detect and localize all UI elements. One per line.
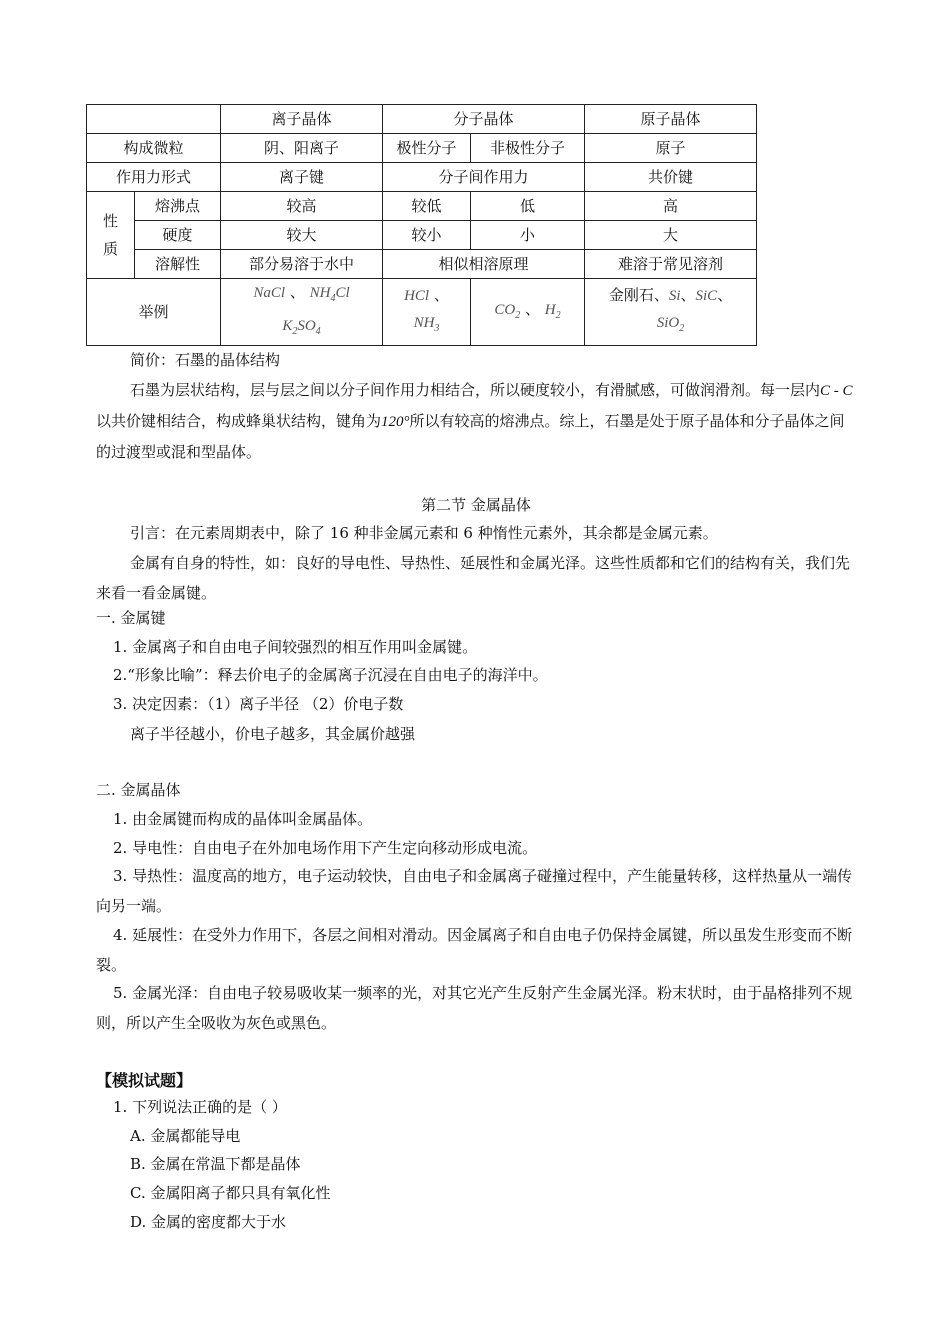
separator: 、 — [717, 286, 733, 304]
example-nonpolar — [471, 279, 585, 346]
table-row — [87, 250, 757, 279]
table-cell: 低 — [471, 192, 585, 221]
example-polar — [383, 279, 471, 346]
list-item: 1. 金属离子和自由电子间较强烈的相互作用叫金属键。 — [113, 638, 478, 656]
separator: 、 — [525, 299, 541, 318]
table-cell: 大 — [585, 221, 757, 250]
list-item: 5. 金属光泽：自由电子较易吸收某一频率的光，对其它光产生反射产生金属光泽。粉末状时，由于晶格排列不规则，所以产生全吸收为灰色或黑色。 — [96, 984, 853, 1032]
quiz-option: C. 金属阳离子都只具有氧化性 — [130, 1184, 331, 1202]
group-label-char: 质 — [102, 240, 118, 258]
properties-group-label — [87, 192, 135, 279]
table-header-atomic: 原子晶体 — [585, 105, 757, 134]
table-cell: 相似相溶原理 — [383, 250, 585, 279]
table-cell: 分子间作用力 — [383, 163, 585, 192]
row-label: 举例 — [87, 279, 221, 346]
graphite-intro: 简价：石墨的晶体结构 — [130, 351, 281, 369]
list-item: 2. 导电性：自由电子在外加电场作用下产生定向移动形成电流。 — [113, 839, 538, 857]
formula: SiC — [695, 288, 718, 304]
separator: 、 — [680, 286, 696, 304]
bond-note: 离子半径越小，价电子越多，其金属价越强 — [130, 725, 416, 743]
row-label: 构成微粒 — [87, 134, 221, 163]
formula: $NH_3$ — [413, 315, 440, 334]
quiz-question: 1. 下列说法正确的是（ ） — [113, 1098, 287, 1116]
row-label: 溶解性 — [135, 250, 221, 279]
crystal-comparison-table — [86, 104, 757, 346]
table-cell: 小 — [471, 221, 585, 250]
table-cell: 离子键 — [221, 163, 383, 192]
table-row-examples — [87, 279, 757, 346]
bond-angle: 120° — [381, 414, 410, 430]
metal-bond-heading: 一. 金属键 — [96, 609, 166, 627]
example-ionic — [221, 279, 383, 346]
row-label: 作用力形式 — [87, 163, 221, 192]
table-cell — [87, 105, 221, 134]
bond-notation: C - C — [820, 383, 853, 399]
formula: HCl — [404, 288, 430, 304]
quiz-option: A. 金属都能导电 — [130, 1127, 241, 1145]
separator: 、 — [433, 286, 449, 304]
table-row — [87, 163, 757, 192]
separator: 、 — [289, 283, 305, 301]
table-header-ionic: 离子晶体 — [221, 105, 383, 134]
table-cell: 较大 — [221, 221, 383, 250]
table-header-molecular: 分子晶体 — [383, 105, 585, 134]
table-cell: 难溶于常见溶剂 — [585, 250, 757, 279]
section-title: 第二节 金属晶体 — [421, 496, 531, 514]
quiz-heading: 【模拟试题】 — [96, 1071, 193, 1090]
table-cell: 非极性分子 — [471, 134, 585, 163]
formula: $H_2$ — [544, 301, 561, 321]
list-item: 1. 由金属键而构成的晶体叫金属晶体。 — [113, 810, 373, 828]
example-text: 金刚石、 — [608, 286, 669, 304]
row-label: 硬度 — [135, 221, 221, 250]
list-item: 4. 延展性：在受外力作用下，各层之间相对滑动。因金属离子和自由电子仍保持金属键，所以虽发生形变而不断裂。 — [96, 926, 853, 974]
table-cell: 较高 — [221, 192, 383, 221]
list-item: 3. 导热性：温度高的地方，电子运动较快，自由电子和金属离子碰撞过程中，产生能量转移，这样热量从一端传向另一端。 — [96, 867, 853, 915]
list-item: 2.“形象比喻”：释去价电子的金属离子沉浸在自由电子的海洋中。 — [113, 666, 548, 684]
graphite-paragraph: 石墨为层状结构，层与层之间以分子间作用力相结合，所以硬度较小，有滑腻感，可做润滑剂。每一层内C - C以共价键相结合，构成蜂巢状结构，键角为120°所以有较高的熔沸点。综上，石墨是处于原子晶体和分子晶体之间的过渡型或混和型晶体。 — [96, 381, 853, 461]
example-atomic — [585, 279, 757, 346]
table-cell: 高 — [585, 192, 757, 221]
formula: NaCl — [253, 285, 286, 301]
section-intro: 引言：在元素周期表中，除了 16 种非金属元素和 6 种惰性元素外，其余都是金属元素。 — [130, 524, 718, 542]
table-cell: 较低 — [383, 192, 471, 221]
table-row — [87, 221, 757, 250]
table-cell: 共价键 — [585, 163, 757, 192]
table-row — [87, 134, 757, 163]
formula: $NH_4Cl$ — [309, 285, 350, 304]
formula: Si — [668, 288, 681, 304]
quiz-option: D. 金属的密度都大于水 — [130, 1213, 287, 1231]
row-label: 熔沸点 — [135, 192, 221, 221]
section-paragraph: 金属有自身的特性，如：良好的导电性、导热性、延展性和金属光泽。这些性质都和它们的结构有关，我们先来看一看金属键。 — [96, 554, 851, 602]
list-item: 3. 决定因素：（1）离子半径 （2）价电子数 — [113, 695, 404, 713]
table-cell: 部分易溶于水中 — [221, 250, 383, 279]
formula: $K_2SO_4$ — [282, 318, 321, 337]
table-cell: 原子 — [585, 134, 757, 163]
table-cell: 阴、阳离子 — [221, 134, 383, 163]
table-row — [87, 192, 757, 221]
formula: SiO$_2$ — [656, 315, 685, 334]
group-label-char: 性 — [102, 212, 118, 230]
quiz-option: B. 金属在常温下都是晶体 — [130, 1155, 301, 1173]
table-cell: 极性分子 — [383, 134, 471, 163]
table-cell: 较小 — [383, 221, 471, 250]
formula: $CO_2$ — [494, 301, 521, 321]
table-header-row — [87, 105, 757, 134]
metal-crystal-heading: 二. 金属晶体 — [96, 781, 181, 799]
